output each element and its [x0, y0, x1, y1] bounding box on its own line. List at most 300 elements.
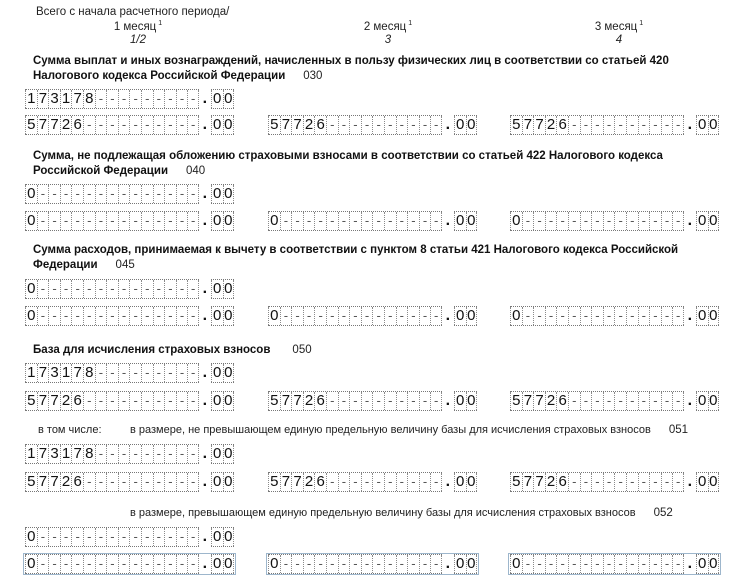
integer-cells[interactable] — [25, 527, 199, 547]
digit-cell: - — [95, 280, 107, 298]
digit-cell: 0 — [268, 212, 280, 230]
digit-cell: - — [384, 212, 396, 230]
digit-cell: 0 — [25, 555, 37, 573]
digit-cell: - — [568, 307, 580, 325]
field-045-month-2[interactable] — [268, 307, 477, 325]
digit-cell: - — [626, 473, 638, 491]
integer-cells[interactable] — [25, 115, 199, 135]
digit-cell: - — [95, 90, 107, 108]
digit-cell: - — [129, 116, 141, 134]
digit-cell: - — [176, 528, 188, 546]
digit-cell: - — [556, 555, 568, 573]
decimal-cells[interactable] — [211, 306, 234, 326]
digit-cell: 3 — [48, 445, 60, 463]
digit-cell: 6 — [556, 116, 568, 134]
digit-cell: - — [71, 528, 83, 546]
digit-cell: - — [153, 90, 165, 108]
digit-cell: - — [419, 116, 431, 134]
title-text: в размере, превышающем единую предельную величину базы для исчисления страховых взносов — [130, 507, 636, 519]
digit-cell: 5 — [268, 392, 280, 410]
digit-cell: - — [349, 212, 361, 230]
digit-cell: 0 — [709, 473, 718, 490]
digit-cell: - — [129, 307, 141, 325]
digit-cell: - — [661, 473, 673, 491]
digit-cell: - — [522, 307, 534, 325]
field-040-month-2[interactable] — [268, 212, 477, 230]
digit-cell: 0 — [454, 212, 466, 230]
digit-cell: 2 — [303, 392, 315, 410]
integer-cells[interactable] — [268, 391, 442, 411]
section-052-title — [130, 507, 730, 519]
digit-cell: - — [661, 212, 673, 230]
period-header: Всего с начала расчетного периода/ — [36, 6, 230, 18]
digit-cell: 0 — [696, 212, 708, 230]
decimal-cells[interactable] — [211, 279, 234, 299]
digit-cell: 0 — [709, 212, 718, 229]
field-050-month-3[interactable] — [510, 392, 719, 410]
digit-cell: - — [533, 555, 545, 573]
digit-cell: - — [591, 555, 603, 573]
digit-cell: - — [649, 307, 661, 325]
digit-cell: - — [314, 307, 326, 325]
digit-cell: 0 — [454, 392, 466, 410]
digit-cell: - — [106, 473, 118, 491]
decimal-separator: . — [687, 116, 693, 133]
integer-cells[interactable] — [25, 391, 199, 411]
footnote-mark: 1 — [158, 20, 163, 27]
field-030-total[interactable] — [25, 90, 234, 108]
decimal-cells[interactable] — [211, 211, 234, 231]
digit-cell: - — [372, 392, 384, 410]
digit-cell: 3 — [48, 364, 60, 382]
digit-cell: - — [164, 280, 176, 298]
digit-cell: - — [338, 212, 350, 230]
decimal-cells[interactable] — [454, 211, 477, 231]
including-label: в том числе: — [38, 424, 102, 436]
digit-cell: - — [141, 392, 153, 410]
digit-cell: - — [153, 212, 165, 230]
field-040-total[interactable] — [25, 185, 234, 203]
digit-cell: - — [153, 185, 165, 203]
column-number-1: 1/2 — [130, 34, 146, 46]
field-052-month-3[interactable] — [510, 555, 719, 573]
digit-cell: - — [649, 392, 661, 410]
digit-cell: - — [95, 185, 107, 203]
digit-cell: 0 — [25, 528, 37, 546]
digit-cell: 7 — [280, 116, 292, 134]
digit-cell: - — [672, 392, 684, 410]
digit-cell: - — [141, 364, 153, 382]
digit-cell: - — [430, 116, 442, 134]
digit-cell: - — [338, 116, 350, 134]
digit-cell: 7 — [533, 473, 545, 491]
digit-cell: - — [95, 473, 107, 491]
digit-cell: 0 — [224, 555, 233, 572]
decimal-separator: . — [202, 212, 208, 229]
field-051-total[interactable] — [25, 445, 234, 463]
digit-cell: 0 — [709, 116, 718, 133]
digit-cell: - — [118, 528, 130, 546]
digit-cell: 0 — [25, 307, 37, 325]
integer-cells[interactable] — [510, 115, 684, 135]
decimal-cells[interactable] — [211, 554, 234, 574]
digit-cell: - — [129, 473, 141, 491]
integer-cells[interactable] — [25, 211, 199, 231]
decimal-cells[interactable] — [696, 391, 719, 411]
digit-cell: - — [37, 185, 49, 203]
digit-cell: - — [326, 555, 338, 573]
decimal-separator: . — [687, 473, 693, 490]
digit-cell: - — [83, 280, 95, 298]
digit-cell: - — [396, 392, 408, 410]
field-052-total[interactable] — [25, 528, 234, 546]
title-text: Российской Федерации — [33, 165, 169, 177]
digit-cell: - — [672, 307, 684, 325]
digit-cell: - — [303, 555, 315, 573]
integer-cells[interactable] — [510, 554, 684, 574]
digit-cell: 0 — [211, 555, 223, 573]
digit-cell: - — [580, 212, 592, 230]
integer-cells[interactable] — [268, 211, 442, 231]
digit-cell: - — [603, 392, 615, 410]
digit-cell: - — [326, 392, 338, 410]
digit-cell: 6 — [314, 473, 326, 491]
digit-cell: - — [176, 555, 188, 573]
digit-cell: 0 — [467, 212, 476, 229]
integer-cells[interactable] — [268, 472, 442, 492]
digit-cell: 7 — [37, 445, 49, 463]
field-051-month-3[interactable] — [510, 473, 719, 491]
decimal-cells[interactable] — [211, 363, 234, 383]
digit-cell: - — [407, 307, 419, 325]
digit-cell: - — [591, 307, 603, 325]
digit-cell: 7 — [48, 116, 60, 134]
digit-cell: 0 — [224, 280, 233, 297]
integer-cells[interactable] — [25, 363, 199, 383]
integer-cells[interactable] — [510, 211, 684, 231]
digit-cell: - — [291, 307, 303, 325]
integer-cells[interactable] — [25, 444, 199, 464]
integer-cells[interactable] — [510, 391, 684, 411]
digit-cell: - — [153, 445, 165, 463]
digit-cell: - — [187, 185, 199, 203]
digit-cell: - — [106, 307, 118, 325]
integer-cells[interactable] — [268, 306, 442, 326]
integer-cells[interactable] — [268, 115, 442, 135]
title-text: в размере, не превышающем единую предельную величину базы для исчисления страховых взносов — [130, 424, 651, 436]
digit-cell: - — [361, 392, 373, 410]
decimal-cells[interactable] — [454, 306, 477, 326]
digit-cell: 5 — [510, 116, 522, 134]
digit-cell: - — [83, 116, 95, 134]
field-050-month-2[interactable] — [268, 392, 477, 410]
decimal-cells[interactable] — [211, 472, 234, 492]
digit-cell: - — [118, 90, 130, 108]
integer-cells[interactable] — [25, 184, 199, 204]
field-030-month-2[interactable] — [268, 116, 477, 134]
digit-cell: - — [614, 212, 626, 230]
digit-cell: 0 — [224, 212, 233, 229]
digit-cell: - — [396, 307, 408, 325]
digit-cell: - — [141, 280, 153, 298]
digit-cell: 0 — [224, 528, 233, 545]
digit-cell: 8 — [83, 90, 95, 108]
digit-cell: - — [164, 555, 176, 573]
digit-cell: 0 — [211, 392, 223, 410]
digit-cell: - — [568, 555, 580, 573]
digit-cell: - — [141, 473, 153, 491]
digit-cell: - — [349, 555, 361, 573]
digit-cell: - — [164, 364, 176, 382]
integer-cells[interactable] — [510, 472, 684, 492]
digit-cell: - — [430, 392, 442, 410]
digit-cell: 0 — [696, 307, 708, 325]
field-040-month-1[interactable] — [25, 212, 234, 230]
digit-cell: 0 — [224, 116, 233, 133]
decimal-cells[interactable] — [454, 115, 477, 135]
digit-cell: 0 — [709, 555, 718, 572]
digit-cell: 7 — [291, 392, 303, 410]
decimal-cells[interactable] — [696, 472, 719, 492]
digit-cell: - — [626, 212, 638, 230]
digit-cell: - — [187, 280, 199, 298]
digit-cell: - — [649, 116, 661, 134]
digit-cell: - — [48, 212, 60, 230]
digit-cell: - — [83, 392, 95, 410]
digit-cell: - — [603, 473, 615, 491]
digit-cell: - — [533, 307, 545, 325]
decimal-cells[interactable] — [211, 527, 234, 547]
field-052-month-2[interactable] — [268, 555, 477, 573]
decimal-cells[interactable] — [211, 115, 234, 135]
digit-cell: 0 — [211, 528, 223, 546]
digit-cell: - — [661, 307, 673, 325]
digit-cell: 0 — [709, 307, 718, 324]
digit-cell: - — [37, 280, 49, 298]
digit-cell: - — [361, 555, 373, 573]
digit-cell: - — [187, 90, 199, 108]
digit-cell: 1 — [60, 445, 72, 463]
digit-cell: - — [326, 116, 338, 134]
decimal-cells[interactable] — [211, 444, 234, 464]
digit-cell: 6 — [71, 392, 83, 410]
digit-cell: - — [71, 185, 83, 203]
digit-cell: - — [638, 473, 650, 491]
digit-cell: - — [176, 445, 188, 463]
digit-cell: - — [384, 116, 396, 134]
digit-cell: 7 — [522, 392, 534, 410]
field-030-month-3[interactable] — [510, 116, 719, 134]
digit-cell: - — [326, 307, 338, 325]
title-line: Сумма выплат и иных вознаграждений, начисленных в пользу физических лиц в соответствии со статьей 420 — [33, 55, 669, 67]
digit-cell: - — [280, 212, 292, 230]
digit-cell: 0 — [467, 307, 476, 324]
digit-cell: - — [672, 473, 684, 491]
digit-cell: 0 — [224, 90, 233, 107]
digit-cell: - — [614, 392, 626, 410]
digit-cell: 0 — [211, 364, 223, 382]
integer-cells[interactable] — [25, 472, 199, 492]
digit-cell: - — [372, 212, 384, 230]
digit-cell: 6 — [314, 392, 326, 410]
digit-cell: - — [187, 528, 199, 546]
digit-cell: - — [37, 307, 49, 325]
digit-cell: - — [649, 555, 661, 573]
line-code: 050 — [292, 344, 312, 356]
field-052-month-1[interactable] — [25, 555, 234, 573]
digit-cell: 5 — [25, 116, 37, 134]
decimal-cells[interactable] — [211, 184, 234, 204]
digit-cell: - — [303, 307, 315, 325]
digit-cell: - — [106, 555, 118, 573]
digit-cell: 7 — [37, 90, 49, 108]
digit-cell: 6 — [556, 392, 568, 410]
field-045-month-1[interactable] — [25, 307, 234, 325]
digit-cell: 0 — [696, 116, 708, 134]
field-030-month-1[interactable] — [25, 116, 234, 134]
integer-cells[interactable] — [510, 306, 684, 326]
integer-cells[interactable] — [25, 279, 199, 299]
title-line — [33, 164, 733, 179]
field-050-month-1[interactable] — [25, 392, 234, 410]
decimal-separator: . — [202, 307, 208, 324]
digit-cell: - — [48, 555, 60, 573]
field-045-total[interactable] — [25, 280, 234, 298]
digit-cell: - — [187, 116, 199, 134]
digit-cell: - — [71, 212, 83, 230]
digit-cell: - — [407, 212, 419, 230]
digit-cell: - — [522, 212, 534, 230]
digit-cell: 0 — [268, 307, 280, 325]
digit-cell: - — [153, 116, 165, 134]
digit-cell: 1 — [25, 445, 37, 463]
decimal-separator: . — [445, 473, 451, 490]
digit-cell: - — [326, 473, 338, 491]
digit-cell: - — [118, 280, 130, 298]
decimal-cells[interactable] — [454, 472, 477, 492]
digit-cell: - — [614, 116, 626, 134]
decimal-cells[interactable] — [454, 554, 477, 574]
integer-cells[interactable] — [25, 89, 199, 109]
digit-cell: - — [280, 555, 292, 573]
digit-cell: - — [672, 116, 684, 134]
digit-cell: - — [95, 445, 107, 463]
digit-cell: - — [291, 212, 303, 230]
digit-cell: - — [384, 473, 396, 491]
digit-cell: - — [118, 185, 130, 203]
digit-cell: 0 — [510, 307, 522, 325]
digit-cell: - — [141, 90, 153, 108]
decimal-cells[interactable] — [696, 306, 719, 326]
digit-cell: 0 — [467, 473, 476, 490]
digit-cell: - — [638, 116, 650, 134]
digit-cell: 0 — [467, 392, 476, 409]
decimal-separator: . — [687, 392, 693, 409]
digit-cell: - — [361, 212, 373, 230]
field-051-month-1[interactable] — [25, 473, 234, 491]
digit-cell: - — [580, 392, 592, 410]
digit-cell: 6 — [71, 116, 83, 134]
integer-cells[interactable] — [25, 554, 199, 574]
digit-cell: - — [419, 212, 431, 230]
digit-cell: 7 — [71, 90, 83, 108]
digit-cell: 5 — [25, 473, 37, 491]
digit-cell: - — [649, 212, 661, 230]
digit-cell: - — [545, 555, 557, 573]
digit-cell: - — [118, 116, 130, 134]
digit-cell: - — [106, 212, 118, 230]
digit-cell: - — [338, 392, 350, 410]
digit-cell: 0 — [467, 116, 476, 133]
footnote-mark: 1 — [408, 20, 413, 27]
digit-cell: 8 — [83, 364, 95, 382]
title-line — [33, 343, 733, 358]
field-051-month-2[interactable] — [268, 473, 477, 491]
digit-cell: - — [672, 555, 684, 573]
digit-cell: - — [141, 185, 153, 203]
field-040-month-3[interactable] — [510, 212, 719, 230]
line-code: 045 — [115, 259, 135, 271]
digit-cell: - — [649, 473, 661, 491]
column-number-2: 3 — [384, 34, 392, 46]
decimal-cells[interactable] — [454, 391, 477, 411]
integer-cells[interactable] — [25, 306, 199, 326]
digit-cell: 7 — [291, 473, 303, 491]
digit-cell: 0 — [211, 445, 223, 463]
digit-cell: 0 — [211, 307, 223, 325]
title-line — [33, 69, 733, 84]
digit-cell: - — [187, 364, 199, 382]
digit-cell: 0 — [454, 307, 466, 325]
digit-cell: - — [153, 473, 165, 491]
digit-cell: - — [522, 555, 534, 573]
decimal-separator: . — [202, 364, 208, 381]
digit-cell: - — [176, 185, 188, 203]
digit-cell: - — [419, 555, 431, 573]
digit-cell: - — [661, 392, 673, 410]
digit-cell: - — [419, 473, 431, 491]
field-045-month-3[interactable] — [510, 307, 719, 325]
decimal-cells[interactable] — [211, 89, 234, 109]
digit-cell: - — [626, 307, 638, 325]
title-line — [33, 258, 733, 273]
decimal-cells[interactable] — [696, 115, 719, 135]
digit-cell: - — [638, 307, 650, 325]
digit-cell: - — [349, 307, 361, 325]
digit-cell: - — [580, 116, 592, 134]
integer-cells[interactable] — [268, 554, 442, 574]
title-line: Сумма, не подлежащая обложению страховыми взносами в соответствии со статьей 422 Налогового кодекса — [33, 150, 663, 162]
digit-cell: 0 — [467, 555, 476, 572]
digit-cell: - — [141, 307, 153, 325]
decimal-separator: . — [202, 555, 208, 572]
decimal-cells[interactable] — [696, 211, 719, 231]
digit-cell: 7 — [48, 473, 60, 491]
digit-cell: - — [661, 555, 673, 573]
digit-cell: - — [95, 364, 107, 382]
digit-cell: 0 — [224, 364, 233, 381]
decimal-separator: . — [202, 116, 208, 133]
decimal-cells[interactable] — [696, 554, 719, 574]
digit-cell: - — [141, 212, 153, 230]
digit-cell: - — [614, 555, 626, 573]
digit-cell: 7 — [71, 364, 83, 382]
digit-cell: - — [141, 528, 153, 546]
decimal-cells[interactable] — [211, 391, 234, 411]
field-050-total[interactable] — [25, 364, 234, 382]
digit-cell: - — [580, 307, 592, 325]
digit-cell: - — [176, 212, 188, 230]
